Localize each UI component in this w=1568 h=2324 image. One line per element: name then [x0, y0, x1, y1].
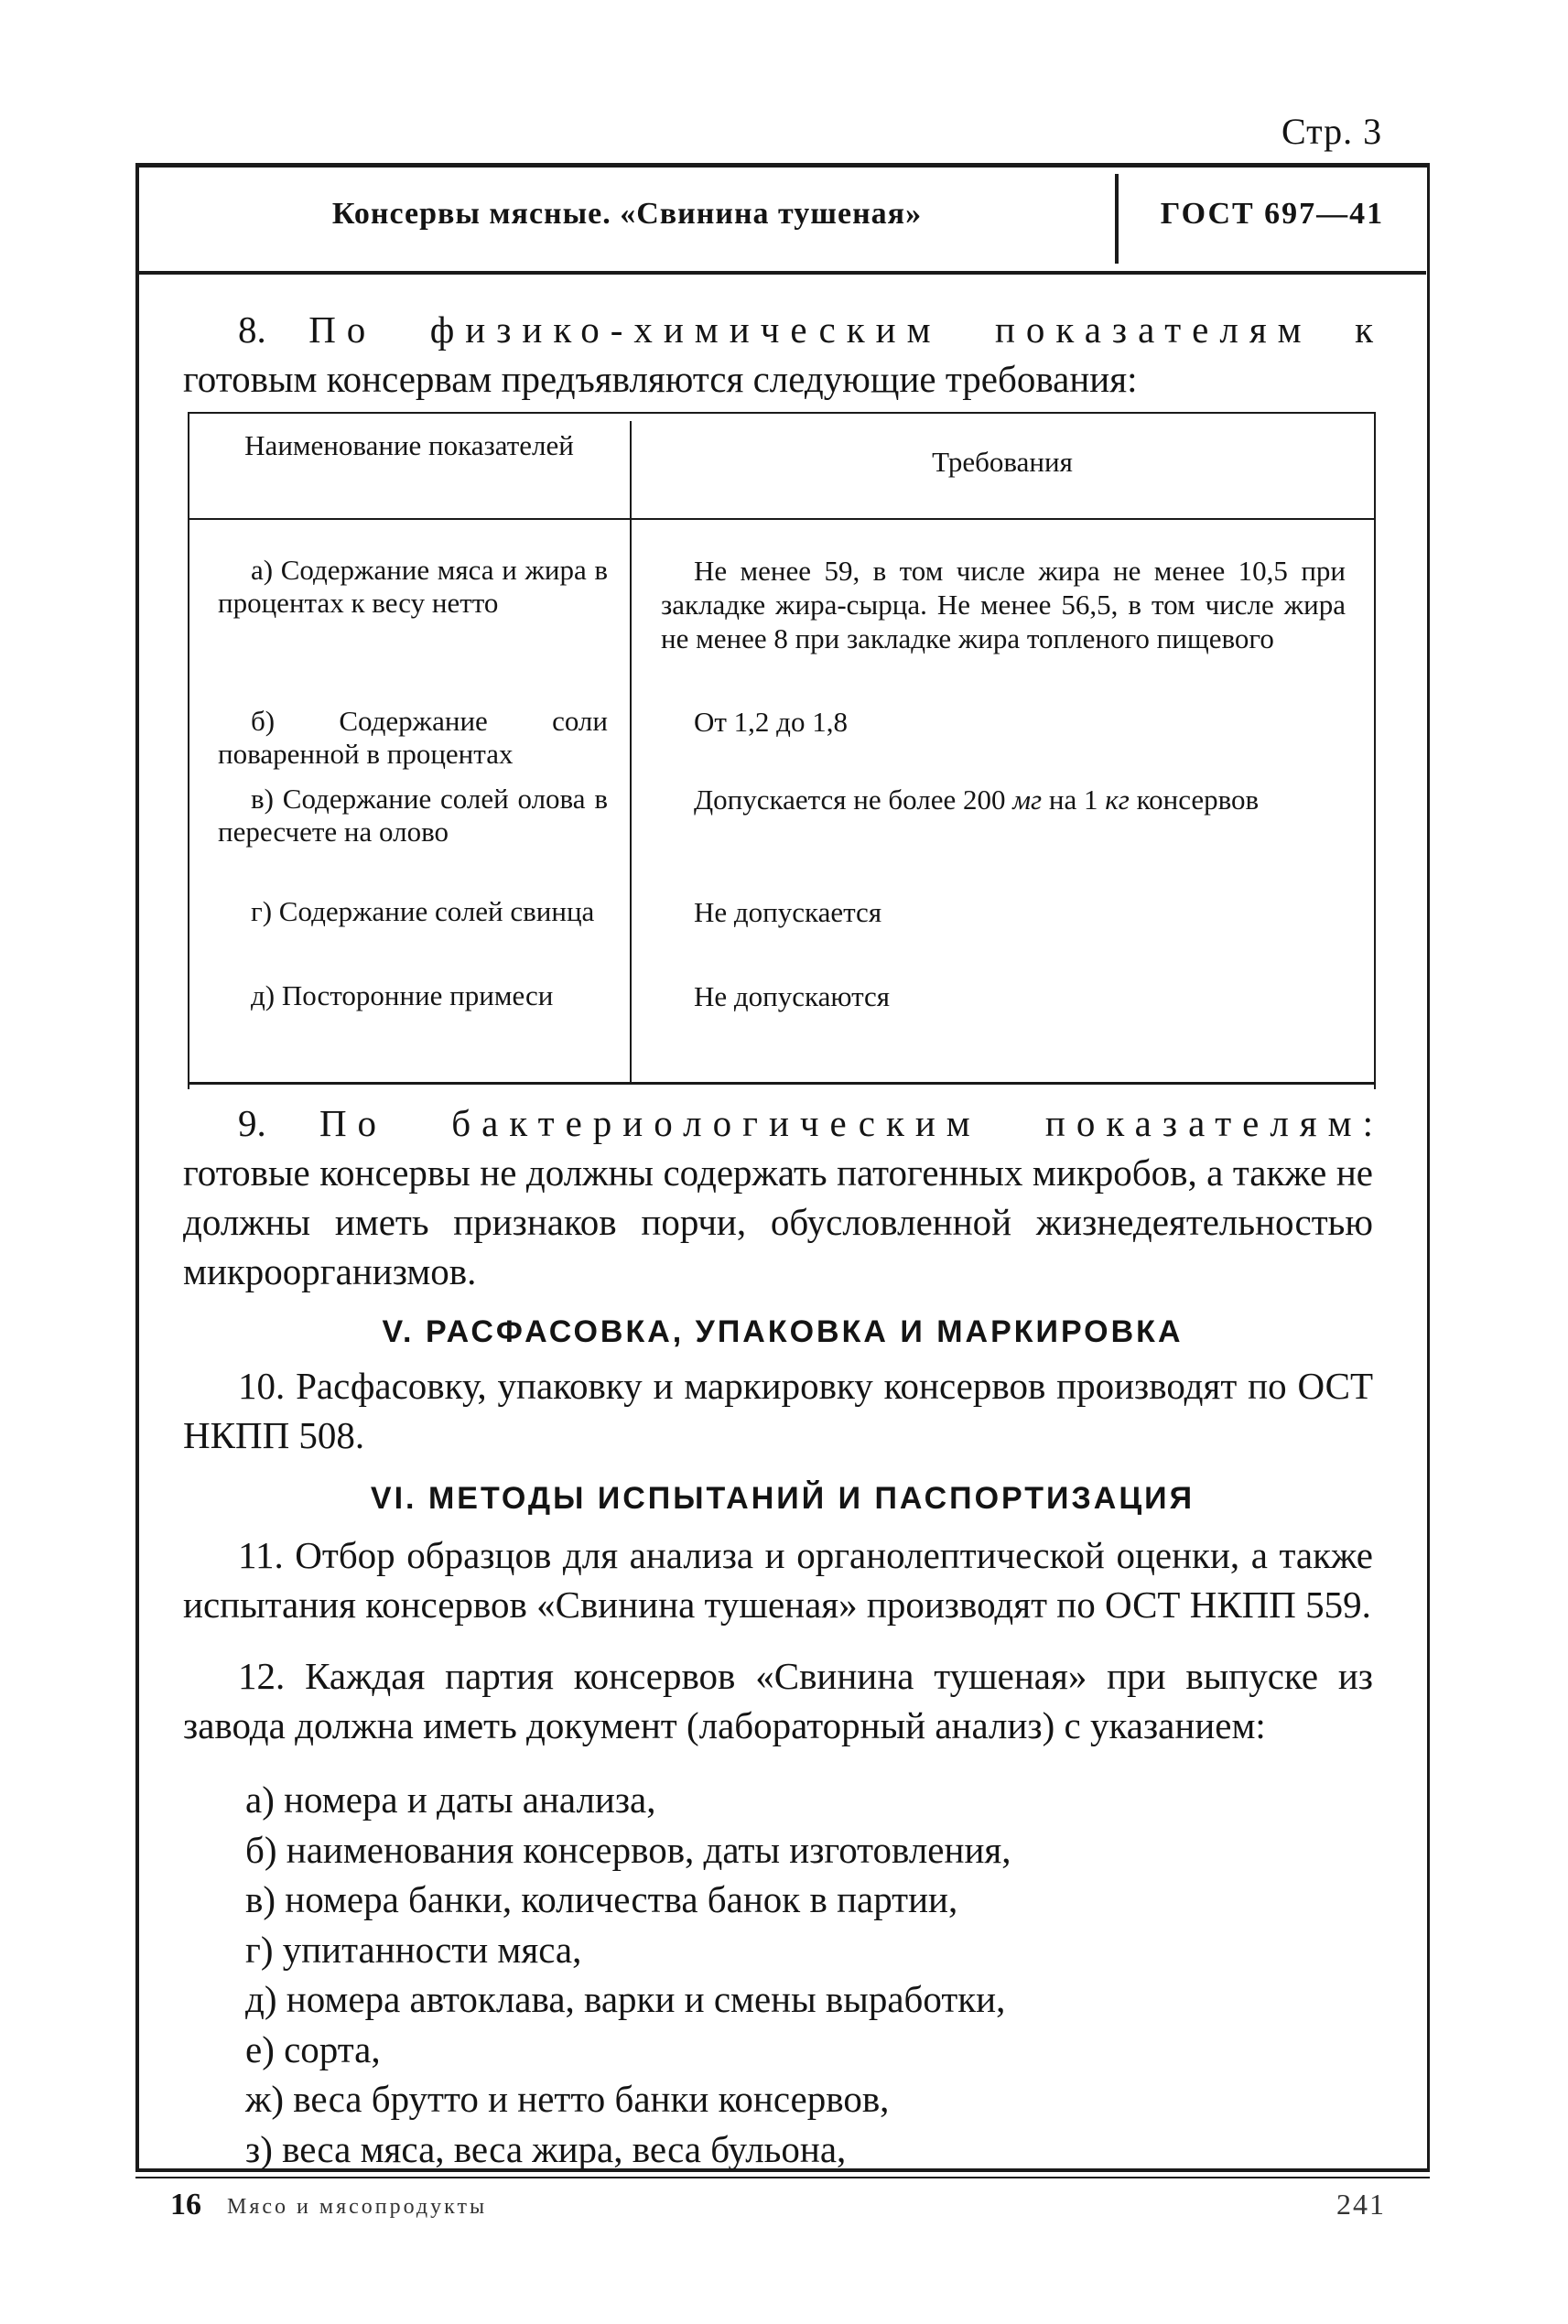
table-header-rule: [188, 518, 1376, 520]
header-title: Консервы мясные. «Свинина тушеная»: [331, 197, 923, 231]
footer-signature-mark: 241: [1336, 2188, 1386, 2221]
table-row-a-requirement: Не менее 59, в том числе жира не менее 10,5 при закладке жира-сырца. Не менее 56,5, в том числе жира не менее 8 при закладке жира топленого пищевого: [661, 555, 1346, 654]
section-heading-vi: VI. МЕТОДЫ ИСПЫТАНИЙ И ПАСПОРТИЗАЦИЯ: [370, 1481, 1195, 1516]
table-row-d-requirement: Не допускаются: [694, 980, 891, 1012]
list-item: а) номера и даты анализа,: [245, 1778, 656, 1821]
table-column-rule: [630, 421, 632, 1084]
paragraph-10: 10. Расфасовку, упаковку и маркировку консервов производят по ОСТ НКПП 508.: [183, 1365, 1373, 1456]
table-row-g-requirement: Не допускается: [694, 896, 882, 928]
section-heading-v: V. РАСФАСОВКА, УПАКОВКА И МАРКИРОВКА: [382, 1314, 1184, 1349]
table-row-d-name: д) Посторонние примеси: [251, 979, 554, 1011]
page-number: Стр. 3: [1281, 111, 1383, 152]
para8-rest: к готовым консервам предъявляются следующие требования:: [183, 308, 1373, 400]
table-header-requirements: Требования: [932, 446, 1073, 478]
header-rule: [139, 271, 1426, 275]
table-row-v-name: в) Содержание солей олова в пересчете на олово: [218, 783, 608, 848]
list-item: б) наименования консервов, даты изготовления,: [245, 1828, 1011, 1871]
table-row-b-name: б) Содержание соли поваренной в процентах: [218, 705, 608, 770]
para8-spaced: По физико-химическим показателям: [308, 308, 1313, 351]
table-bottom-rule: [188, 1082, 1376, 1085]
para9-rest: : готовые консервы не должны содержать патогенных микробов, а также не должны иметь признаков порчи, обусловленной жизнедеятельностью микроорганизмов.: [183, 1102, 1373, 1292]
table-row-b-requirement: От 1,2 до 1,8: [694, 706, 848, 738]
list-item: ж) веса брутто и нетто банки консервов,: [245, 2078, 890, 2120]
paragraph-12: 12. Каждая партия консервов «Свинина тушеная» при выпуске из завода должна иметь документ (лабораторный анализ) с указанием:: [183, 1655, 1373, 1746]
footer-page-number: 16: [170, 2188, 201, 2221]
paragraph-9: [183, 1098, 1373, 1296]
table-row-a-name: а) Содержание мяса и жира в процентах к весу нетто: [218, 554, 608, 619]
table-left-rule: [188, 412, 189, 1089]
paragraph-11: 11. Отбор образцов для анализа и органолептической оценки, а также испытания консервов «Свинина тушеная» производят по ОСТ НКПП 559.: [183, 1534, 1373, 1626]
list-item: в) номера банки, количества банок в партии,: [245, 1878, 958, 1920]
list-item: е) сорта,: [245, 2027, 381, 2070]
list-item: з) веса мяса, веса жира, веса бульона,: [245, 2127, 847, 2170]
standard-number: ГОСТ 697—41: [1160, 197, 1385, 231]
list-item: г) упитанности мяса,: [245, 1928, 582, 1971]
table-top-rule: [188, 412, 1376, 414]
para9-spaced: По бактериологическим показателям: [319, 1102, 1363, 1144]
footer-book-title: Мясо и мясопродукты: [227, 2195, 488, 2219]
paragraph-8: [183, 305, 1373, 404]
footer-rule: [135, 2177, 1430, 2178]
table-row-g-name: г) Содержание солей свинца: [251, 895, 595, 927]
list-item: д) номера автоклава, варки и смены выработки,: [245, 1978, 1006, 2020]
table-header-indicator: Наименование показателей: [244, 429, 574, 461]
table-row-v-requirement: Допускается не более 200 мг на 1 кг консервов: [694, 784, 1260, 816]
para9-num: 9.: [238, 1102, 266, 1144]
table-right-rule: [1374, 412, 1376, 1089]
document-fields-list: [245, 1775, 1011, 2174]
para8-num: 8.: [238, 308, 266, 351]
